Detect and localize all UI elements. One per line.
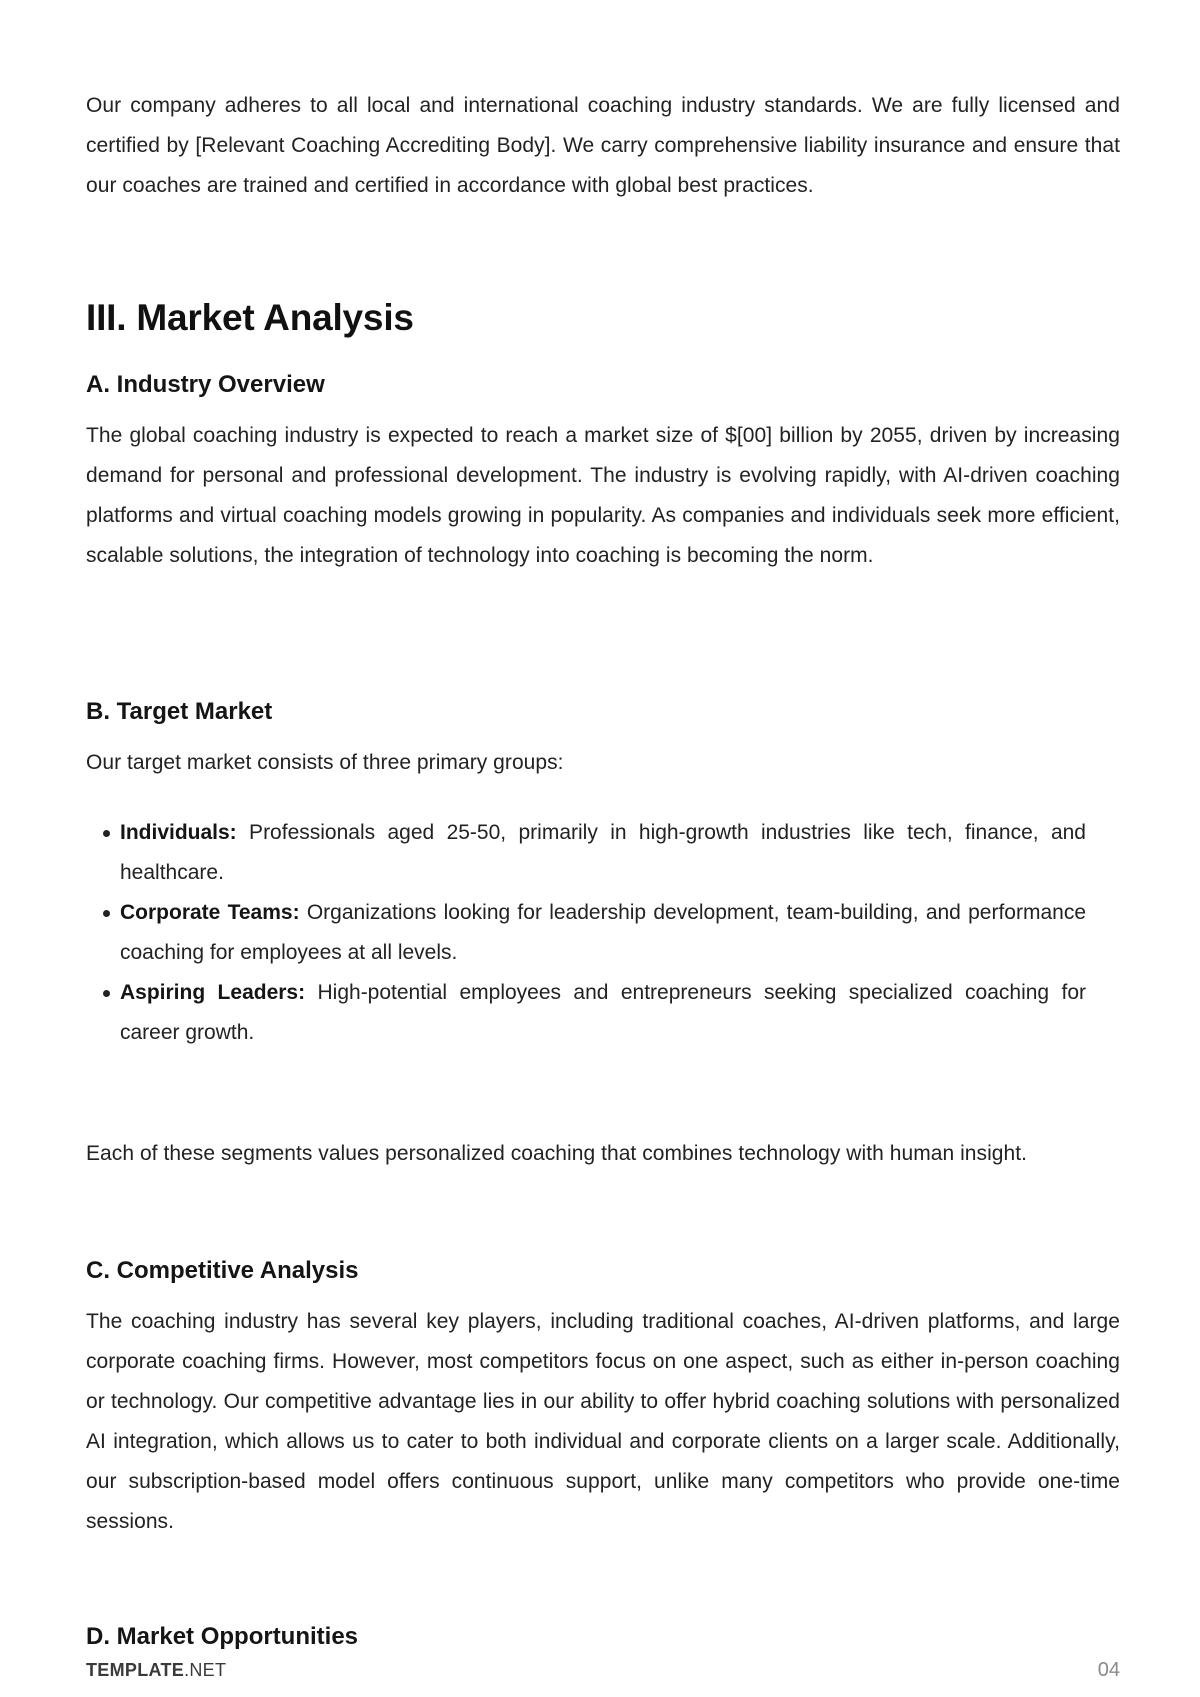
brand-logo bbox=[86, 1658, 226, 1682]
intro-paragraph: Our company adheres to all local and international coaching industry standards. We are fully licensed and certified by [Relevant Coaching Accrediting Body]. We carry comprehensive liability insurance and ensure that our coaches are trained and certified in accordance with global best practices. bbox=[86, 94, 1120, 197]
industry-overview-heading: A. Industry Overview bbox=[86, 371, 325, 398]
industry-overview-paragraph: The global coaching industry is expected to reach a market size of $[00] billion by 2055, driven by increasing demand for personal and professional development. The industry is evolving rapidly, with AI-driven coaching platforms and virtual coaching models growing in popularity. As companies and individuals seek more efficient, scalable solutions, the integration of technology into coaching is becoming the norm. bbox=[86, 424, 1120, 567]
list-item bbox=[86, 813, 1086, 893]
bullet-icon bbox=[103, 990, 110, 997]
brand-suffix: .NET bbox=[184, 1660, 227, 1680]
page-footer bbox=[86, 1658, 1120, 1682]
list-item-text: High-potential employees and entrepreneurs seeking specialized coaching for career growth. bbox=[120, 981, 1087, 1044]
list-item bbox=[86, 973, 1086, 1053]
list-item-label: Aspiring Leaders: bbox=[120, 981, 306, 1004]
brand-main: TEMPLATE bbox=[86, 1660, 185, 1680]
target-market-closing: Each of these segments values personalized coaching that combines technology with human insight. bbox=[86, 1142, 1028, 1165]
target-market-heading: B. Target Market bbox=[86, 698, 273, 725]
target-market-list bbox=[86, 813, 1086, 1053]
page-number: 04 bbox=[1097, 1659, 1120, 1681]
competitive-analysis-paragraph: The coaching industry has several key players, including traditional coaches, AI-driven platforms, and large corporate coaching firms. However, most competitors focus on one aspect, such as either in-person coaching or technology. Our competitive advantage lies in our ability to offer hybrid coaching solutions with personalized AI integration, which allows us to cater to both individual and corporate clients on a larger scale. Additionally, our subscription-based model offers continuous support, unlike many competitors who provide one-time sessions. bbox=[86, 1310, 1120, 1533]
list-item-label: Individuals: bbox=[120, 821, 237, 844]
list-item bbox=[86, 893, 1086, 973]
list-item-text: Organizations looking for leadership development, team-building, and performance coaching for employees at all levels. bbox=[120, 901, 1086, 964]
market-opportunities-heading: D. Market Opportunities bbox=[86, 1623, 359, 1650]
bullet-icon bbox=[103, 830, 110, 837]
target-market-intro: Our target market consists of three primary groups: bbox=[86, 751, 564, 774]
list-item-text: Professionals aged 25-50, primarily in high-growth industries like tech, finance, and healthcare. bbox=[120, 821, 1086, 884]
section-title: III. Market Analysis bbox=[86, 297, 414, 338]
list-item-label: Corporate Teams: bbox=[120, 901, 300, 924]
bullet-icon bbox=[103, 910, 110, 917]
competitive-analysis-heading: C. Competitive Analysis bbox=[86, 1257, 359, 1284]
